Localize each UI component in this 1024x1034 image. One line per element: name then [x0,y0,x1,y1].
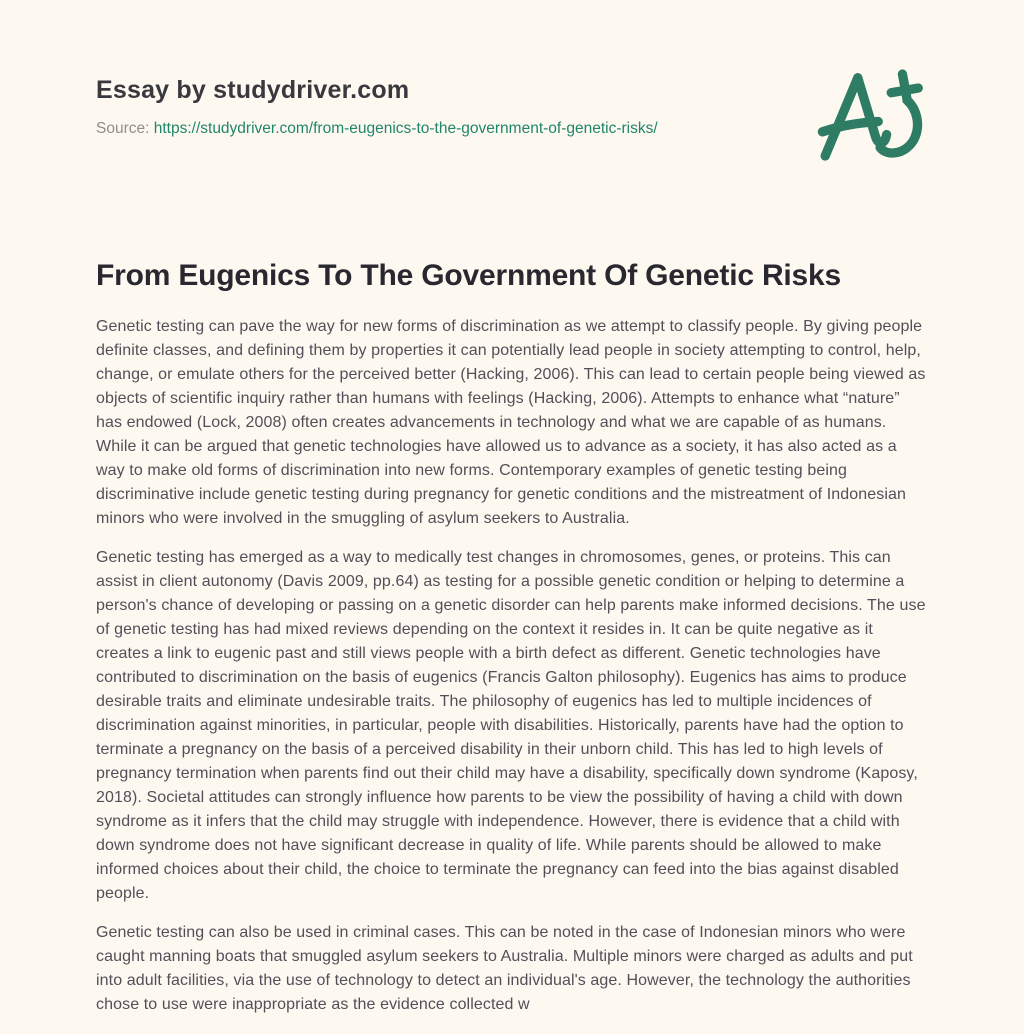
paragraph-3: Genetic testing can also be used in criminal cases. This can be noted in the case of Indonesian minors who were caught manning boats that smuggled asylum seekers to Australia. Multiple minors were charged as adults and put into adult facilities, via the use of technology to detect an individual's age. However, the technology the authorities chose to use were inappropriate as the evidence collected w [96,924,913,1013]
page-header [96,62,928,169]
source-label: Source: [96,120,150,137]
source-url-link[interactable]: https://studydriver.com/from-eugenics-to-the-government-of-genetic-risks/ [153,120,658,137]
essay-by-heading: Essay by studydriver.com [96,76,410,104]
article-title: From Eugenics To The Government Of Genetic Risks [96,259,841,292]
a-plus-logo-icon [812,62,924,169]
paragraph-1: Genetic testing can pave the way for new forms of discrimination as we attempt to classify people. By giving people definite classes, and defining them by properties it can potentially lead people in society attempting to control, help, change, or emulate others for the perceived better (Hacking, 2006). This can lead to certain people being viewed as objects of scientific inquiry rather than humans with feelings (Hacking, 2006). Attempts to enhance what “nature” has endowed (Lock, 2008) often creates advancements in technology and what we are capable of as humans. While it can be argued that genetic technologies have allowed us to advance as a society, it has also acted as a way to make old forms of discrimination into new forms. Contemporary examples of genetic testing being discriminative include genetic testing during pregnancy for genetic conditions and the mistreatment of Indonesian minors who were involved in the smuggling of asylum seekers to Australia. [96,318,926,527]
header-text-block [96,62,658,138]
paragraph-2: Genetic testing has emerged as a way to medically test changes in chromosomes, genes, or proteins. This can assist in client autonomy (Davis 2009, pp.64) as testing for a possible genetic condition or helping to determine a person's chance of developing or passing on a genetic disorder can help parents make informed decisions. The use of genetic testing has had mixed reviews depending on the context it resides in. It can be quite negative as it creates a link to eugenic past and still views people with a birth defect as different. Genetic technologies have contributed to discrimination on the basis of eugenics (Francis Galton philosophy). Eugenics has aims to produce desirable traits and eliminate undesirable traits. The philosophy of eugenics has led to multiple incidences of discrimination against minorities, in particular, people with disabilities. Historically, parents have had the option to terminate a pregnancy on the basis of a perceived disability in their unborn child. This has led to high levels of pregnancy termination when parents find out their child may have a disability, specifically down syndrome (Kaposy, 2018). Societal attitudes can strongly influence how parents to be view the possibility of having a child with down syndrome as it infers that the child may struggle with independence. However, there is evidence that a child with down syndrome does not have significant decrease in quality of life. While parents should be allowed to make informed choices about their child, the choice to terminate the pregnancy can feed into the bias against disabled people. [96,549,926,902]
article-body [96,315,928,1017]
source-line [96,120,658,138]
